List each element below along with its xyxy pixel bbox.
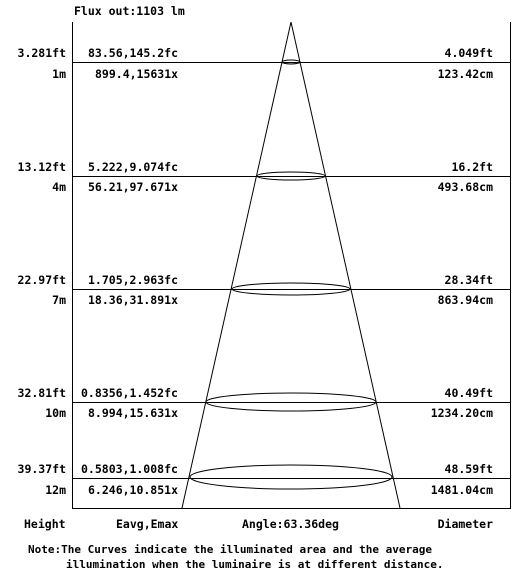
diagram-frame xyxy=(72,22,511,509)
illuminance-lx: 56.21,97.671x xyxy=(88,180,179,194)
diameter-ft: 48.59ft xyxy=(444,462,493,476)
diameter-cm: 493.68cm xyxy=(437,180,493,194)
diameter-ft: 28.34ft xyxy=(444,273,493,287)
beam-cone xyxy=(182,22,400,508)
illuminance-fc: 83.56,145.2fc xyxy=(88,46,179,60)
height-ft: 32.81ft xyxy=(17,386,66,400)
diameter-ft: 40.49ft xyxy=(444,386,493,400)
height-column-label: Height xyxy=(24,517,66,531)
beam-angle-label: Angle:63.36deg xyxy=(242,517,339,531)
diameter-cm: 863.94cm xyxy=(437,293,493,307)
diameter-cm: 1234.20cm xyxy=(430,406,493,420)
beam-ellipse-12m xyxy=(190,465,392,489)
illuminance-lx: 899.4,15631x xyxy=(95,67,179,81)
note-line-1: Note:The Curves indicate the illuminated area and the average xyxy=(28,543,432,556)
diameter-cm: 1481.04cm xyxy=(430,483,493,497)
diameter-ft: 4.049ft xyxy=(444,46,493,60)
illuminance-fc: 5.222,9.074fc xyxy=(88,160,179,174)
illuminance-lx: 18.36,31.891x xyxy=(88,293,179,307)
diameter-ft: 16.2ft xyxy=(451,160,493,174)
height-ft: 13.12ft xyxy=(17,160,66,174)
height-ft: 22.97ft xyxy=(17,273,66,287)
height-ft: 3.281ft xyxy=(17,46,66,60)
beam-edge-left xyxy=(182,22,291,508)
illuminance-lx: 6.246,10.851x xyxy=(88,483,179,497)
beam-edge-right xyxy=(291,22,400,508)
illuminance-fc: 1.705,2.963fc xyxy=(88,273,179,287)
flux-out-label: Flux out:1103 lm xyxy=(74,4,185,18)
height-m: 7m xyxy=(52,293,66,307)
illuminance-lx: 8.994,15.631x xyxy=(88,406,179,420)
height-ft: 39.37ft xyxy=(17,462,66,476)
illuminance-fc: 0.8356,1.452fc xyxy=(81,386,178,400)
height-m: 1m xyxy=(52,67,66,81)
height-m: 4m xyxy=(52,180,66,194)
note-line-2: illumination when the luminaire is at different distance. xyxy=(66,558,444,571)
height-m: 12m xyxy=(45,483,66,497)
height-m: 10m xyxy=(45,406,66,420)
diameter-column-label: Diameter xyxy=(437,517,493,531)
illuminance-fc: 0.5803,1.008fc xyxy=(81,462,178,476)
diameter-cm: 123.42cm xyxy=(437,67,493,81)
eavg-emax-column-label: Eavg,Emax xyxy=(116,517,179,531)
